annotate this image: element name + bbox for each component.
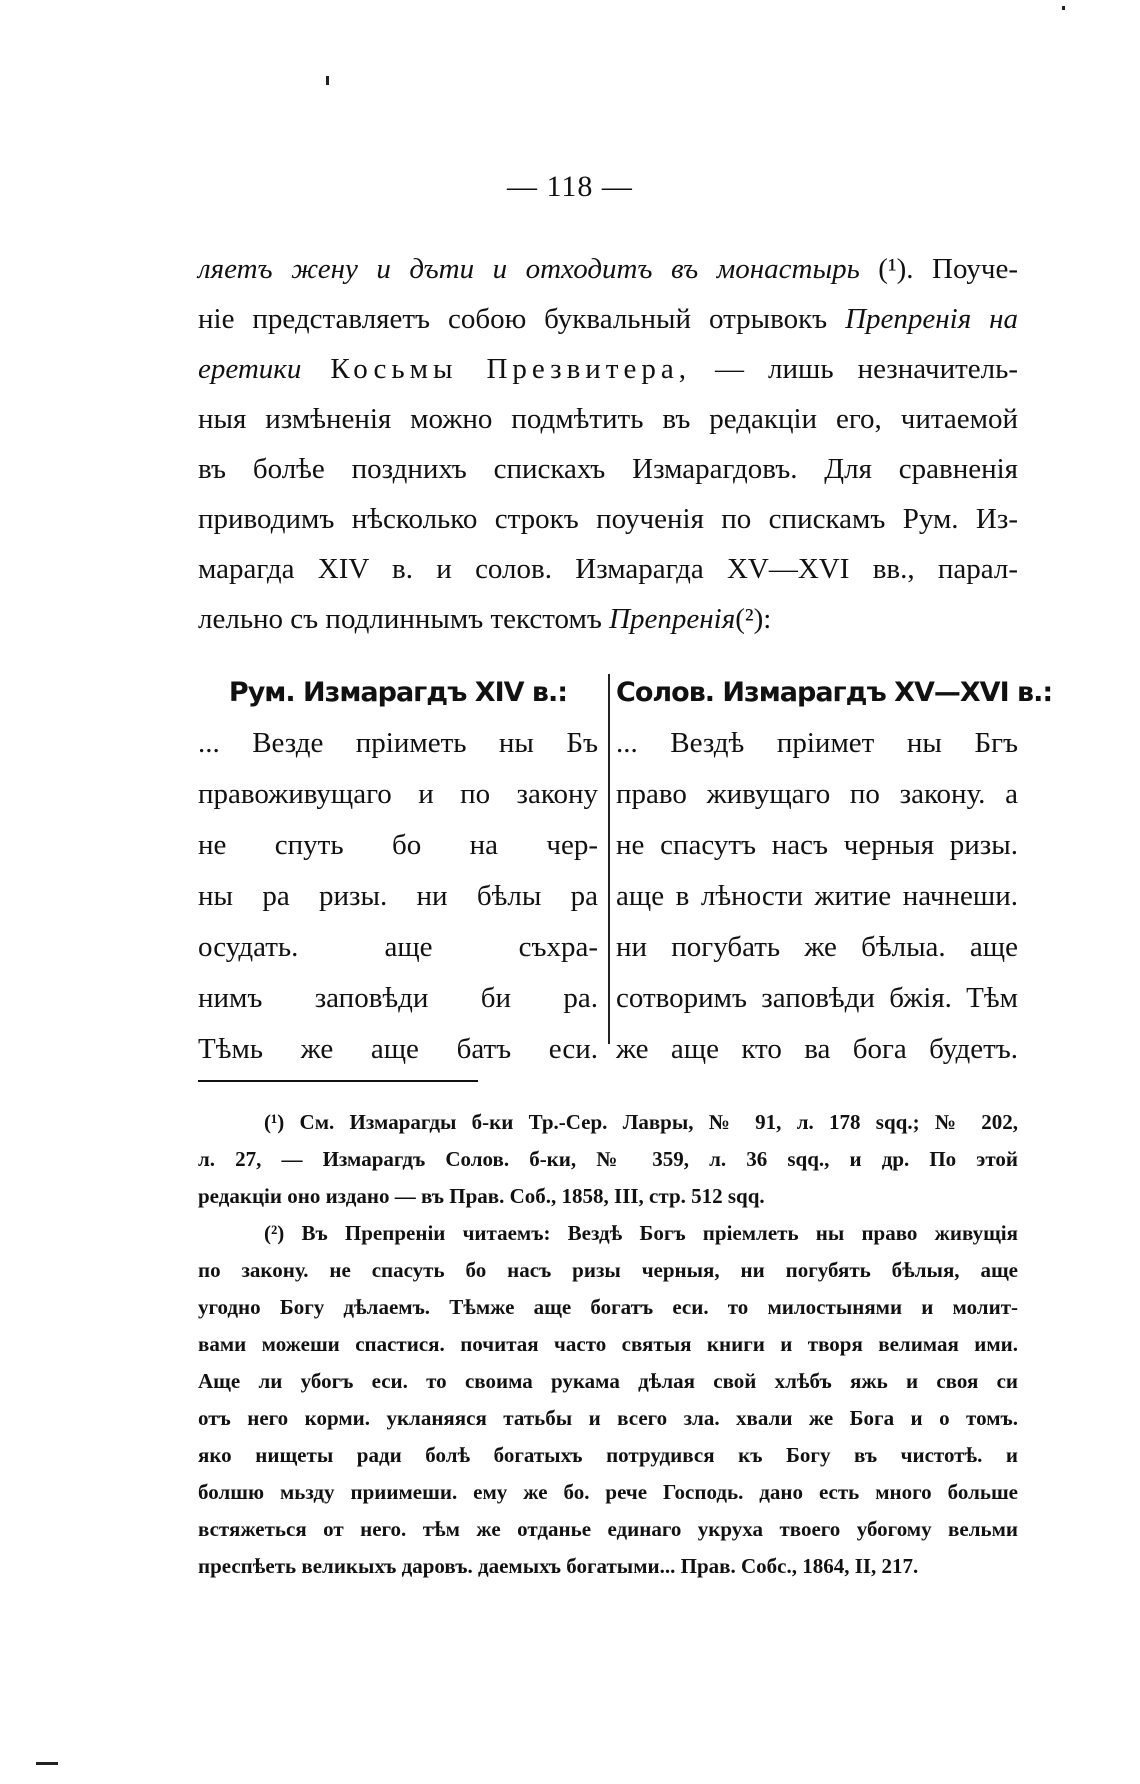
footnote-line: Аще ли убогъ еси. то своима рукама дѣлая свой хлѣбъ яжь и своя си: [198, 1369, 1018, 1393]
scan-speck: [326, 76, 329, 85]
right-column-line: ни погубать же бѣлыа. аще: [616, 931, 1018, 963]
right-column: [616, 668, 1053, 1075]
italic-title: Препренія: [609, 603, 736, 635]
text-run: лельно съ подлиннымъ текстомъ: [198, 603, 610, 635]
footnote-line: л. 27, — Измарагдъ Солов. б-ки, № 359, л. 36 sqq., и др. По этой: [198, 1147, 1018, 1171]
left-column-line: осудать. аще съхра-: [198, 931, 598, 963]
footnote-separator: [198, 1080, 478, 1082]
text-line-5: въ болѣе позднихъ спискахъ Измарагдовъ. Для сравненія: [198, 453, 1018, 485]
text-line-7: марагда XIV в. и солов. Измарагда XV—XVI вв., парал-: [198, 553, 1018, 585]
spaced-name: Косьмы Презвитера,: [301, 353, 691, 385]
right-column-line: право живущаго по закону. а: [616, 778, 1018, 810]
right-column-line: аще в лѣности житие начнеши.: [616, 880, 1018, 912]
left-column-line: не спуть бо на чер-: [198, 829, 598, 861]
footnote-line: болшю мьзду приимеши. ему же бо. рече Господь. дано есть много больше: [198, 1480, 1018, 1504]
text-run: (¹). Поуче-: [859, 253, 1019, 285]
footnote-line: встяжеться от него. тѣм же отданье единаго укруха твоего убогому вельми: [198, 1517, 1018, 1541]
text-line-3: [198, 344, 1018, 394]
text-run: ніе представляетъ собою буквальный отрывокъ: [198, 303, 846, 335]
left-column: [198, 668, 598, 1075]
column-divider: [608, 674, 610, 1044]
page-number: — 118 —: [507, 170, 633, 203]
left-column-line: нимъ заповѣди би ра.: [198, 982, 598, 1014]
left-column-line: Тѣмь же аще батъ еси.: [198, 1033, 598, 1065]
text-line-2: [198, 294, 1018, 344]
scan-speck: [1062, 6, 1065, 10]
text-line-1: [198, 244, 1018, 294]
left-column-line: правоживущаго и по закону: [198, 778, 598, 810]
footnote-line: (²) Въ Препреніи читаемъ: Вездѣ Богъ пріемлеть ны право живущія: [264, 1221, 1018, 1245]
main-text: [198, 244, 1018, 644]
right-column-heading: Солов. Измарагдъ XV—XVI в.:: [616, 677, 1053, 708]
left-column-line: ны ра ризы. ни бѣлы ра: [198, 880, 598, 912]
text-line-4: ныя измѣненія можно подмѣтить въ редакціи его, читаемой: [198, 403, 1018, 435]
italic-phrase: ляетъ жену и дъти и отходитъ въ монастырь: [198, 253, 860, 285]
scan-speck: [36, 1762, 58, 1765]
footnote-line: редакціи оно издано — въ Прав. Соб., 1858, III, стр. 512 sqq.: [198, 1184, 765, 1208]
footnote-line: вами можеши спастися. почитая часто святыя книги и творя велимая ими.: [198, 1332, 1018, 1356]
left-column-heading: Рум. Измарагдъ XIV в.:: [228, 677, 568, 708]
text-line-6: приводимъ нѣсколько строкъ поученія по спискамъ Рум. Из-: [198, 503, 1018, 535]
text-run: — лишь незначитель-: [690, 353, 1018, 385]
footnote-line: по закону. не спасуть бо насъ ризы черныя, ни погубять бѣлыя, аще: [198, 1258, 1018, 1282]
parallel-columns: [198, 668, 1053, 1065]
footnote-line: угодно Богу дѣлаемъ. Тѣмже аще богатъ еси. то милостынями и молит-: [198, 1295, 1018, 1319]
footnotes: [198, 1104, 1018, 1585]
right-column-line: не спасутъ насъ черныя ризы.: [616, 829, 1018, 861]
footnote-line: (¹) См. Измарагды б-ки Тр.-Сер. Лавры, № 91, л. 178 sqq.; № 202,: [264, 1110, 1018, 1134]
footnote-line: отъ него корми. укланяяся татьбы и всего зла. хвали же Бога и о томъ.: [198, 1406, 1018, 1430]
footnote-line: преспѣеть великыхъ даровъ. даемыхъ богатыми... Прав. Собс., 1864, II, 217.: [198, 1554, 919, 1578]
italic-title: еретики: [198, 353, 302, 385]
left-column-line: ... Везде пріиметь ны Бъ: [198, 727, 598, 759]
text-run: (²):: [735, 603, 772, 635]
right-column-line: же аще кто ва бога будетъ.: [616, 1033, 1018, 1065]
italic-title: Препренія на: [845, 303, 1018, 335]
text-line-8: [198, 594, 1018, 644]
right-column-line: ... Вездѣ пріимет ны Бгъ: [616, 727, 1018, 759]
footnote-line: яко нищеты ради болѣ богатыхъ потрудився къ Богу въ чистотѣ. и: [198, 1443, 1018, 1467]
right-column-line: сотворимъ заповѣди бжія. Тѣм: [616, 982, 1018, 1014]
